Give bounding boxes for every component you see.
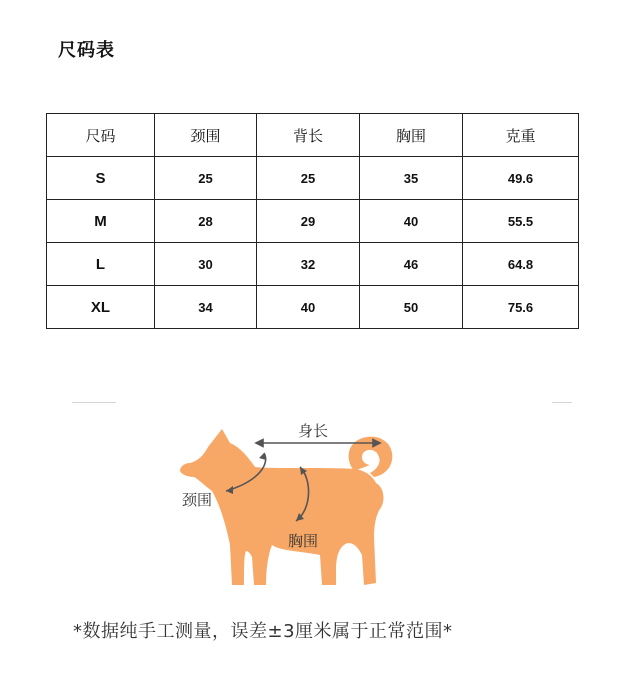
table-row bbox=[47, 200, 579, 243]
header-weight: 克重 bbox=[463, 114, 579, 157]
cell-back-length: 29 bbox=[257, 200, 360, 243]
table-row bbox=[47, 286, 579, 329]
cell-chest: 40 bbox=[360, 200, 463, 243]
page-title: 尺码表 bbox=[58, 40, 115, 61]
cell-back-length: 25 bbox=[257, 157, 360, 200]
header-back-length: 背长 bbox=[257, 114, 360, 157]
cell-size: S bbox=[47, 157, 155, 200]
table-row bbox=[47, 157, 579, 200]
header-size: 尺码 bbox=[47, 114, 155, 157]
cell-weight: 55.5 bbox=[463, 200, 579, 243]
divider-right bbox=[552, 402, 572, 403]
cell-size: XL bbox=[47, 286, 155, 329]
chest-label: 胸围 bbox=[288, 532, 319, 550]
cell-neck: 30 bbox=[155, 243, 257, 286]
cell-neck: 34 bbox=[155, 286, 257, 329]
cell-chest: 46 bbox=[360, 243, 463, 286]
cell-chest: 35 bbox=[360, 157, 463, 200]
cell-size: L bbox=[47, 243, 155, 286]
dog-measurement-diagram bbox=[160, 405, 400, 595]
cell-neck: 28 bbox=[155, 200, 257, 243]
table-header-row bbox=[47, 114, 579, 157]
size-chart-table bbox=[46, 113, 579, 329]
cell-back-length: 32 bbox=[257, 243, 360, 286]
cell-neck: 25 bbox=[155, 157, 257, 200]
cell-back-length: 40 bbox=[257, 286, 360, 329]
table-row bbox=[47, 243, 579, 286]
cell-weight: 64.8 bbox=[463, 243, 579, 286]
cell-chest: 50 bbox=[360, 286, 463, 329]
neck-label: 颈围 bbox=[182, 491, 213, 509]
header-chest: 胸围 bbox=[360, 114, 463, 157]
measurement-note: *数据纯手工测量，误差±3厘米属于正常范围* bbox=[73, 621, 453, 642]
cell-weight: 49.6 bbox=[463, 157, 579, 200]
body-length-label: 身长 bbox=[298, 422, 329, 440]
cell-weight: 75.6 bbox=[463, 286, 579, 329]
cell-size: M bbox=[47, 200, 155, 243]
divider-left bbox=[72, 402, 116, 403]
header-neck: 颈围 bbox=[155, 114, 257, 157]
